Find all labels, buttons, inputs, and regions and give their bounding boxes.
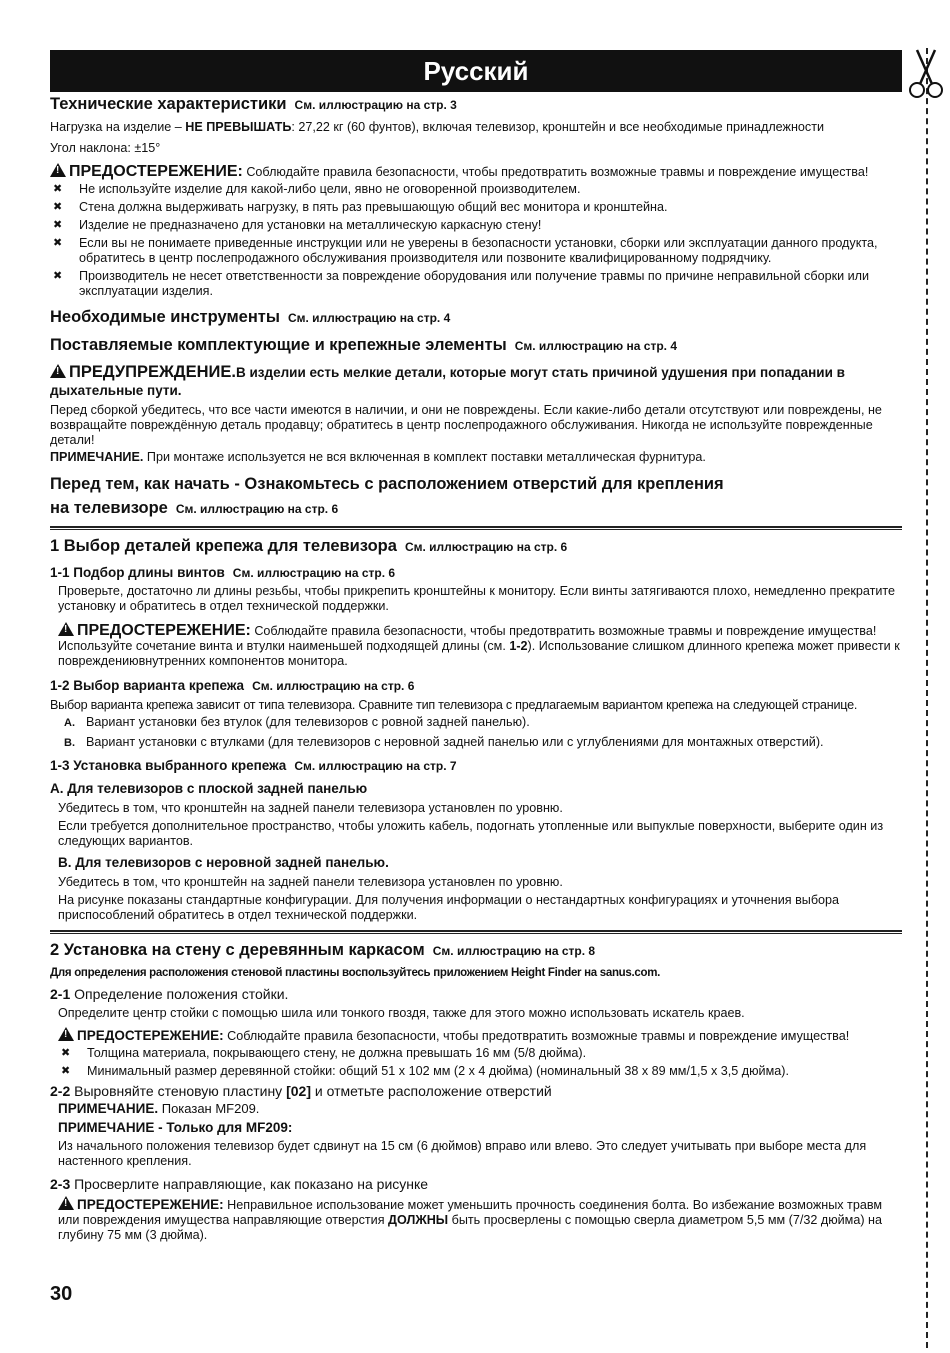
choking-warning: !ПРЕДУПРЕЖДЕНИЕ.В изделии есть мелкие детали, которые могут стать причиной удушения при попадании в дыхательные пути. — [50, 363, 902, 400]
s2-caution: !ПРЕДОСТЕРЕЖЕНИЕ: Соблюдайте правила безопасности, чтобы предотвратить возможные травмы и повреждение имущества! — [50, 1027, 902, 1044]
before-heading-cont: на телевизоре См. иллюстрацию на стр. 6 — [50, 499, 339, 517]
drill-caution: !ПРЕДОСТЕРЕЖЕНИЕ: Неправильное использование может уменьшить прочность соединения болта. Во избежание возможных травм или повреждения имущества направляющие отверстия ДОЛЖНЫ быть просверлены с помощью сверла диаметром 5,5 мм (7/32 дюйма) на глубину 75 мм (3 дюйма). — [50, 1196, 902, 1243]
list-item: ✖ Изделие не предназначено для установки на металлическую каркасную стену! — [53, 218, 542, 232]
variant-list — [64, 715, 902, 751]
list-item: ✖ Если вы не понимаете приведенные инструкции или не уверены в безопасности установки, сборки или эксплуатации данного продукта, обратитесь в центр послепродажного обслуживания производителя или позвоните квалифицированному подрядчику. — [53, 236, 878, 265]
warning-icon — [50, 364, 66, 378]
parts-heading: Поставляемые комплектующие и крепежные элементы См. иллюстрацию на стр. 4 — [50, 336, 677, 354]
list-item: ✖ Не используйте изделие для какой-либо цели, явно не оговоренной производителем. — [53, 182, 581, 196]
mf209-note: ПРИМЕЧАНИЕ. Показан MF209. — [58, 1101, 260, 1116]
tilt-spec: Угол наклона: ±15° — [50, 141, 161, 155]
list-item: ✖ Минимальный размер деревянной стойки: общий 51 x 102 мм (2 x 4 дюйма) (номинальный 38 x 89 мм/1,5 x 3,5 дюйма). — [61, 1064, 789, 1078]
warning-icon — [58, 622, 74, 636]
s21-heading: 2-1 Определение положения стойки. — [50, 986, 289, 1002]
caution-list — [50, 182, 902, 299]
mf209-only-text: Из начального положения телевизор будет сдвинут на 15 см (6 дюймов) вправо или влево. Это следует учитывать при выборе места для настенного крепления. — [58, 1139, 867, 1168]
before-heading: Перед тем, как начать - Ознакомьтесь с расположением отверстий для крепления — [50, 475, 724, 493]
load-spec: Нагрузка на изделие – НЕ ПРЕВЫШАТЬ: 27,22 кг (60 фунтов), включая телевизор, кронштейн и все необходимые принадлежности — [50, 120, 825, 134]
cut-line — [926, 48, 928, 1348]
s13b-heading: B. Для телевизоров с неровной задней панелью. — [58, 855, 389, 870]
s12-text: Выбор варианта крепежа зависит от типа телевизора. Сравните тип телевизора с предлагаемым вариантом крепежа на следующей странице. — [50, 698, 858, 712]
section-divider — [50, 526, 902, 530]
section-divider — [50, 930, 902, 934]
s13a-text1: Убедитесь в том, что кронштейн на задней панели телевизора установлен по уровню. — [58, 801, 563, 815]
page-number: 30 — [50, 1283, 73, 1305]
mf209-only-heading: ПРИМЕЧАНИЕ - Только для MF209: — [58, 1120, 293, 1135]
s13-heading: 1-3 Установка выбранного крепежа См. иллюстрацию на стр. 7 — [50, 758, 457, 773]
list-item: ✖ Производитель не несет ответственности за повреждение оборудования или получение травмы по причине неправильной сборки или эксплуатации изделия. — [53, 269, 870, 298]
s11-heading: 1-1 Подбор длины винтов См. иллюстрацию на стр. 6 — [50, 565, 396, 580]
warning-icon — [50, 163, 66, 177]
variant-b: B. Вариант установки с втулками (для телевизоров с неровной задней панелью или с углублениями для монтажных отверстий). — [64, 735, 824, 749]
s13a-text2: Если требуется дополнительное пространство, чтобы уложить кабель, подогнать утопленные или выпуклые поверхности, выберите один из следующих вариантов. — [58, 819, 884, 848]
s23-heading: 2-3 Просверлите направляющие, как показано на рисунке — [50, 1176, 429, 1192]
tools-heading: Необходимые инструменты См. иллюстрацию на стр. 4 — [50, 308, 451, 326]
s13b-text1: Убедитесь в том, что кронштейн на задней панели телевизора установлен по уровню. — [58, 875, 563, 889]
s13b-text2: На рисунке показаны стандартные конфигурации. Для получения информации о нестандартных конфигурациях и уточнения выбора приспособлений обратитесь в отдел технической поддержки. — [58, 893, 840, 922]
scissors-icon — [905, 46, 947, 100]
parts-check-text: Перед сборкой убедитесь, что все части имеются в наличии, и они не повреждены. Если какие-либо детали отсутствуют или повреждены, не возвращайте повреждённую деталь продавцу; обратитесь в центр послепродажного обслуживания. Никогда не используйте поврежденные детали! — [50, 403, 882, 447]
height-finder-note: Для определения расположения стеновой пластины воспользуйтесь приложением Height Finder на sanus.com. — [50, 967, 661, 979]
hardware-note: ПРИМЕЧАНИЕ. При монтаже используется не вся включенная в комплект поставки металлическая фурнитура. — [50, 450, 706, 464]
s1-caution: !ПРЕДОСТЕРЕЖЕНИЕ: Соблюдайте правила безопасности, чтобы предотвратить возможные травмы и повреждение имущества! Используйте сочетание винта и втулки наименьшей подходящей длины (см. 1-2). Использование слишком длинного крепежа может привести к повреждениювнутренних компонентов монитора. — [50, 622, 902, 669]
section2-heading: 2 Установка на стену с деревянным каркасом См. иллюстрацию на стр. 8 — [50, 941, 596, 959]
section1-heading: 1 Выбор деталей крепежа для телевизора См. иллюстрацию на стр. 6 — [50, 537, 568, 555]
specs-heading: Технические характеристики См. иллюстрацию на стр. 3 — [50, 95, 457, 113]
list-item: ✖ Стена должна выдерживать нагрузку, в пять раз превышающую общий вес монитора и кронштейна. — [53, 200, 668, 214]
stud-list — [58, 1046, 902, 1079]
s12-heading: 1-2 Выбор варианта крепежа См. иллюстрацию на стр. 6 — [50, 678, 415, 693]
variant-a: A. Вариант установки без втулок (для телевизоров с ровной задней панелью). — [64, 715, 530, 729]
caution-general: !ПРЕДОСТЕРЕЖЕНИЕ: Соблюдайте правила безопасности, чтобы предотвратить возможные травмы и повреждение имущества! — [50, 163, 902, 180]
s22-heading: 2-2 Выровняйте стеновую пластину [02] и отметьте расположение отверстий — [50, 1083, 552, 1099]
language-banner: Русский — [50, 50, 902, 92]
s11-text: Проверьте, достаточно ли длины резьбы, чтобы прикрепить кронштейны к монитору. Если винты затягиваются плохо, немедленно прекратите установку и обратитесь в отдел технической поддержки. — [58, 584, 896, 613]
warning-icon — [58, 1196, 74, 1210]
content — [50, 94, 902, 1243]
s21-text: Определите центр стойки с помощью шила или тонкого гвоздя, также для этого можно использовать искатель краев. — [58, 1006, 745, 1020]
warning-icon — [58, 1027, 74, 1041]
s13a-heading: A. Для телевизоров с плоской задней панелью — [50, 781, 368, 796]
list-item: ✖ Толщина материала, покрывающего стену, не должна превышать 16 мм (5/8 дюйма). — [61, 1046, 587, 1060]
